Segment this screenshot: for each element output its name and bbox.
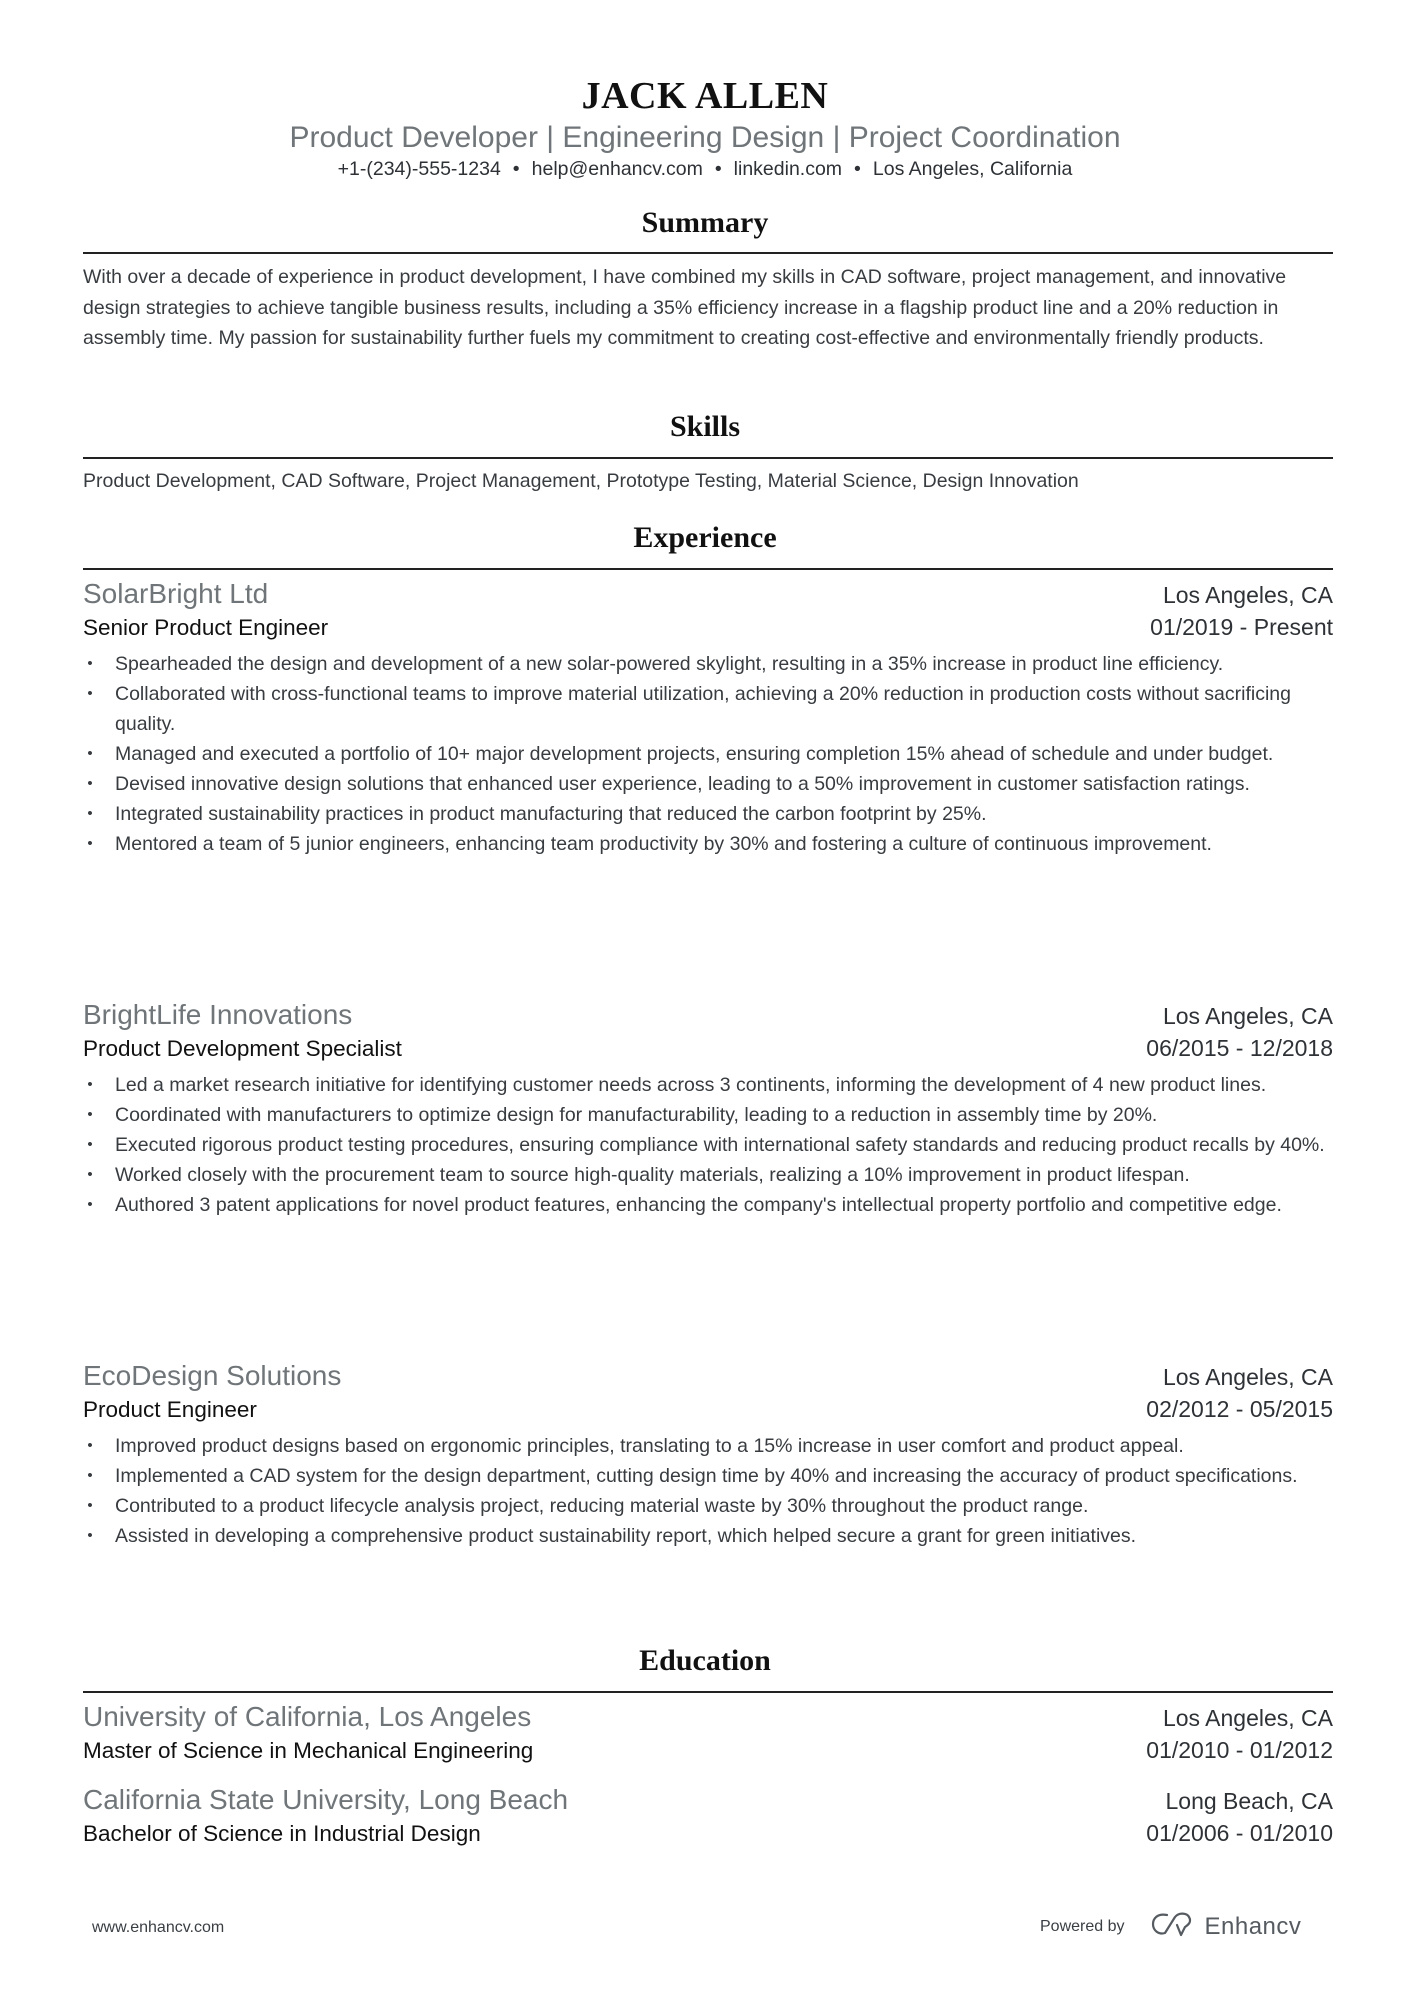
bullet-item: • Led a market research initiative for identifying customer needs across 3 continents, informing the development of 4 new product lines. [115,1070,1333,1100]
school-name: California State University, Long Beach [83,1784,569,1815]
bullet-item: • Contributed to a product lifecycle analysis project, reducing material waste by 30% throughout the product range. [115,1491,1333,1521]
powered-by-label: Powered by [1040,1917,1125,1935]
location: Los Angeles, California [872,158,1073,180]
bullet-item: • Collaborated with cross-functional teams to improve material utilization, achieving a 20% reduction in production costs without sacrificing quality. [115,679,1333,739]
education-dates: 01/2010 - 01/2012 [1146,1737,1333,1763]
school-location: Long Beach, CA [1165,1788,1333,1814]
job-bullets [83,649,1333,859]
degree: Bachelor of Science in Industrial Design [83,1821,481,1846]
brand-name: Enhancv [1204,1912,1302,1940]
job-role: Senior Product Engineer [83,615,329,640]
section-divider [83,568,1333,570]
education-dates: 01/2006 - 01/2010 [1146,1820,1333,1846]
education-entry [83,1701,1333,1764]
job-dates: 06/2015 - 12/2018 [1146,1035,1333,1061]
bullet-item: • Coordinated with manufacturers to optimize design for manufacturability, leading to a reduction in assembly time by 20%. [115,1100,1333,1130]
bullet-item: • Assisted in developing a comprehensive product sustainability report, which helped secure a grant for green initiatives. [115,1521,1333,1551]
company-name: BrightLife Innovations [83,999,353,1030]
job-entry [83,1360,1333,1551]
bullet-item: • Authored 3 patent applications for novel product features, enhancing the company's intellectual property portfolio and competitive edge. [115,1190,1333,1220]
separator-dot: • [854,158,861,180]
job-dates: 02/2012 - 05/2015 [1146,1396,1333,1422]
school-name: University of California, Los Angeles [83,1701,532,1732]
job-dates: 01/2019 - Present [1150,614,1333,640]
skills-heading: Skills [669,410,741,443]
section-divider [83,1691,1333,1693]
company-name: SolarBright Ltd [83,578,269,609]
job-bullets [83,1070,1333,1220]
bullet-item: • Mentored a team of 5 junior engineers, enhancing team productivity by 30% and fostering a culture of continuous improvement. [115,829,1333,859]
summary-text: With over a decade of experience in product development, I have combined my skills in CAD software, project management, and innovative design strategies to achieve tangible business results, including a 35% efficiency increase in a flagship product line and a 20% reduction in assembly time. My passion for sustainability further fuels my commitment to creating cost-effective and environmentally friendly products. [83,266,1287,349]
bullet-item: • Devised innovative design solutions that enhanced user experience, leading to a 50% improvement in customer satisfaction ratings. [115,769,1333,799]
separator-dot: • [714,158,722,180]
job-location: Los Angeles, CA [1162,582,1333,608]
bullet-item: • Improved product designs based on ergonomic principles, translating to a 15% increase in user comfort and product appeal. [115,1431,1333,1461]
email[interactable]: help@enhancv.com [531,158,703,180]
company-name: EcoDesign Solutions [83,1360,342,1391]
enhancv-logo-icon [1151,1911,1197,1942]
footer-website-link[interactable]: www.enhancv.com [92,1919,225,1936]
separator-dot: • [512,158,520,180]
job-bullets [83,1431,1333,1551]
education-entry [83,1784,1333,1847]
bullet-item: • Implemented a CAD system for the design department, cutting design time by 40% and increasing the accuracy of product specifications. [115,1461,1333,1491]
bullet-item: • Executed rigorous product testing procedures, ensuring compliance with international safety standards and reducing product recalls by 40%. [115,1130,1333,1160]
skills-text: Product Development, CAD Software, Project Management, Prototype Testing, Material Science, Design Innovation [83,470,1079,492]
contact-info [0,158,1410,181]
job-location: Los Angeles, CA [1162,1364,1333,1390]
job-role: Product Development Specialist [83,1036,402,1061]
bullet-item: • Spearheaded the design and development of a new solar-powered skylight, resulting in a 35% increase in product line efficiency. [115,649,1333,679]
summary-heading: Summary [641,206,769,239]
school-location: Los Angeles, CA [1162,1705,1333,1731]
candidate-name: JACK ALLEN [581,75,829,117]
bullet-item: • Worked closely with the procurement team to source high-quality materials, realizing a 10% improvement in product lifespan. [115,1160,1333,1190]
job-entry [83,578,1333,859]
section-divider [83,252,1333,254]
job-entry [83,999,1333,1220]
education-heading: Education [639,1644,771,1677]
job-role: Product Engineer [83,1397,257,1422]
degree: Master of Science in Mechanical Engineering [83,1738,534,1763]
linkedin-link[interactable]: linkedin.com [733,158,843,180]
phone: +1-(234)-555-1234 [337,158,501,180]
bullet-item: • Managed and executed a portfolio of 10+ major development projects, ensuring completion 15% ahead of schedule and under budget. [115,739,1333,769]
section-divider [83,457,1333,459]
experience-heading: Experience [633,521,777,554]
bullet-item: • Integrated sustainability practices in product manufacturing that reduced the carbon footprint by 25%. [115,799,1333,829]
footer-branding[interactable] [1040,1911,1301,1942]
job-location: Los Angeles, CA [1162,1003,1333,1029]
candidate-title: Product Developer | Engineering Design | Project Coordination [289,121,1121,154]
